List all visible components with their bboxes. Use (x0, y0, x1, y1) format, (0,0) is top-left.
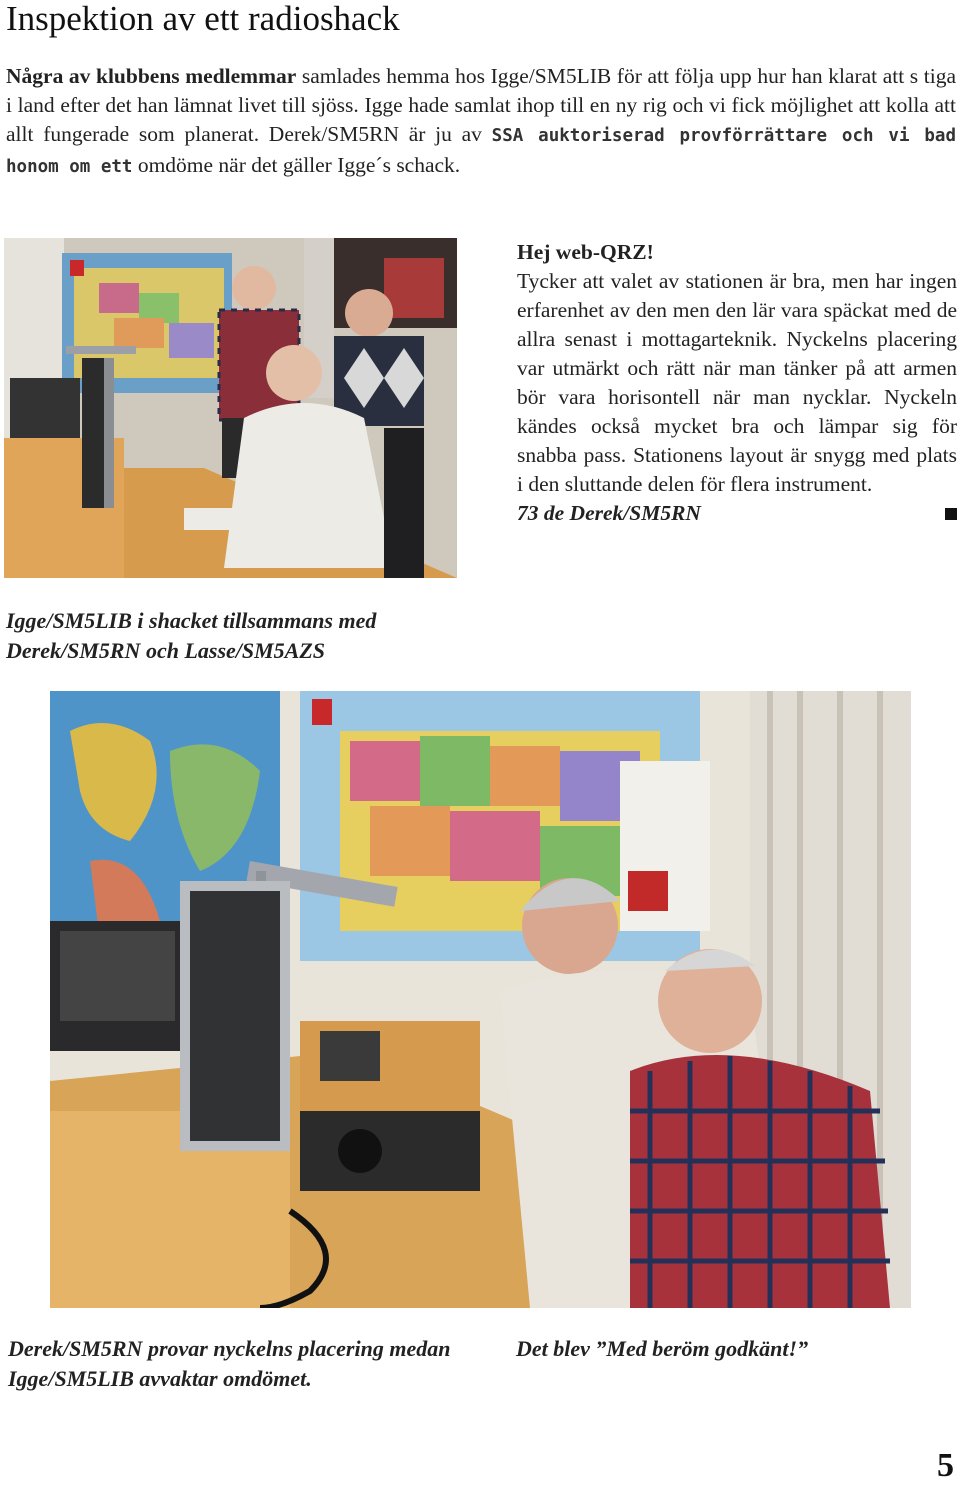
letter-signature: 73 de Derek/SM5RN (517, 501, 701, 525)
caption-bottom-right: Det blev ”Med beröm godkänt!” (516, 1336, 809, 1361)
letter-signature-row (517, 499, 957, 528)
photo-shack-key-test-graphic (50, 691, 911, 1308)
photo-shack-three-men-graphic (4, 238, 457, 578)
caption-bottom-left: Derek/SM5RN provar nyckelns placering medan Igge/SM5LIB avvaktar omdömet. (8, 1336, 451, 1391)
intro-text-1: samlades hemma hos Igge/SM5LIB för att följa upp hur han klarat att s tiga i land efter det han lämnat livet till sjöss. Igge hade samlat ihop till en ny rig och vi fick möjlighet att kolla att allt fungerade som planerat. Derek/SM5RN är ju av (6, 64, 956, 146)
letter-body: Tycker att valet av stationen är bra, men har ingen erfarenhet av den men den lär vara späckat med de allra senast i mottagarteknik. Nyckelns placering var utmärkt och rätt när man tänker på att armen bör vara horisontell när man nycklar. Nyckeln kändes också mycket bra och lämpar sig för snabba pass. Stationens layout är snygg med plats i den sluttande delen för flera instrument. (517, 269, 957, 496)
page-title: Inspektion av ett radioshack (6, 0, 400, 38)
intro-paragraph (6, 62, 956, 182)
caption-top-photo: Igge/SM5LIB i shacket tillsammans med Derek/SM5RN och Lasse/SM5AZS (6, 608, 377, 663)
letter-greeting: Hej web-QRZ! (517, 240, 654, 264)
intro-text-2: omdöme när det gäller Igge´s schack. (132, 153, 461, 177)
intro-mono-text: SSA auktoriserad provförrättare och vi bad honom om ett (6, 126, 956, 177)
intro-lead: Några av klubbens medlemmar (6, 64, 297, 88)
photo-shack-key-test (50, 691, 911, 1308)
photo-shack-three-men (4, 238, 457, 578)
letter-block (517, 238, 957, 528)
page-number: 5 (937, 1447, 954, 1484)
end-of-article-square-icon (945, 508, 957, 520)
